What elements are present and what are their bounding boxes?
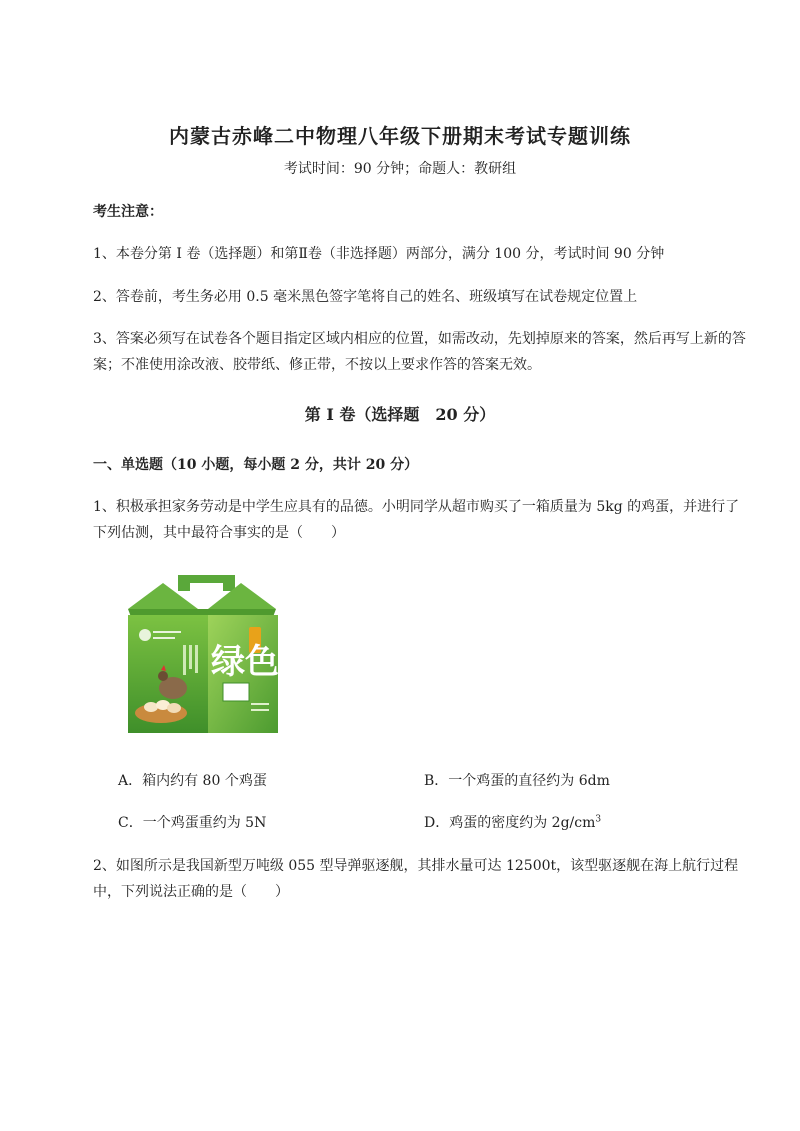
part-heading: 一、单选题（10 小题，每小题 2 分，共计 20 分） [93,457,419,473]
notice-item-1: 1、本卷分第 I 卷（选择题）和第Ⅱ卷（非选择题）两部分，满分 100 分，考试时间 90 分钟 [93,246,665,262]
page-title: 内蒙古赤峰二中物理八年级下册期末考试专题训练 [169,124,631,148]
option-d-text: D．鸡蛋的密度约为 2g/cm [424,815,596,831]
option-a[interactable]: A．箱内约有 80 个鸡蛋 [118,773,267,789]
exam-info: 考试时间：90 分钟；命题人：教研组 [283,161,517,177]
question-2-stem: 2、如图所示是我国新型万吨级 055 型导弹驱逐舰，其排水量可达 12500t，该型驱逐舰在海上航行过程中，下列说法正确的是（ ） [93,858,739,900]
notice-item-2: 2、答卷前，考生务必用 0.5 毫米黑色签字笔将自己的姓名、班级填写在试卷规定位置上 [93,289,638,305]
notice-heading: 考生注意： [93,204,163,220]
question-1-stem: 1、积极承担家务劳动是中学生应具有的品德。小明同学从超市购买了一箱质量为 5kg 的鸡蛋，并进行了下列估测，其中最符合事实的是（ ） [93,499,740,541]
notice-item-3: 3、答案必须写在试卷各个题目指定区域内相应的位置，如需改动，先划掉原来的答案，然后再写上新的答案；不准使用涂改液、胶带纸、修正带，不按以上要求作答的答案无效。 [93,331,746,373]
option-d[interactable] [424,812,601,832]
option-d-sup: 3 [595,814,602,825]
section-title: 第 I 卷（选择题 20 分） [304,405,496,424]
option-b[interactable]: B．一个鸡蛋的直径约为 6dm [424,773,610,789]
option-c[interactable]: C．一个鸡蛋重约为 5N [118,815,267,831]
egg-box-image [123,573,282,735]
box-brand-text: 绿色 [211,642,279,682]
